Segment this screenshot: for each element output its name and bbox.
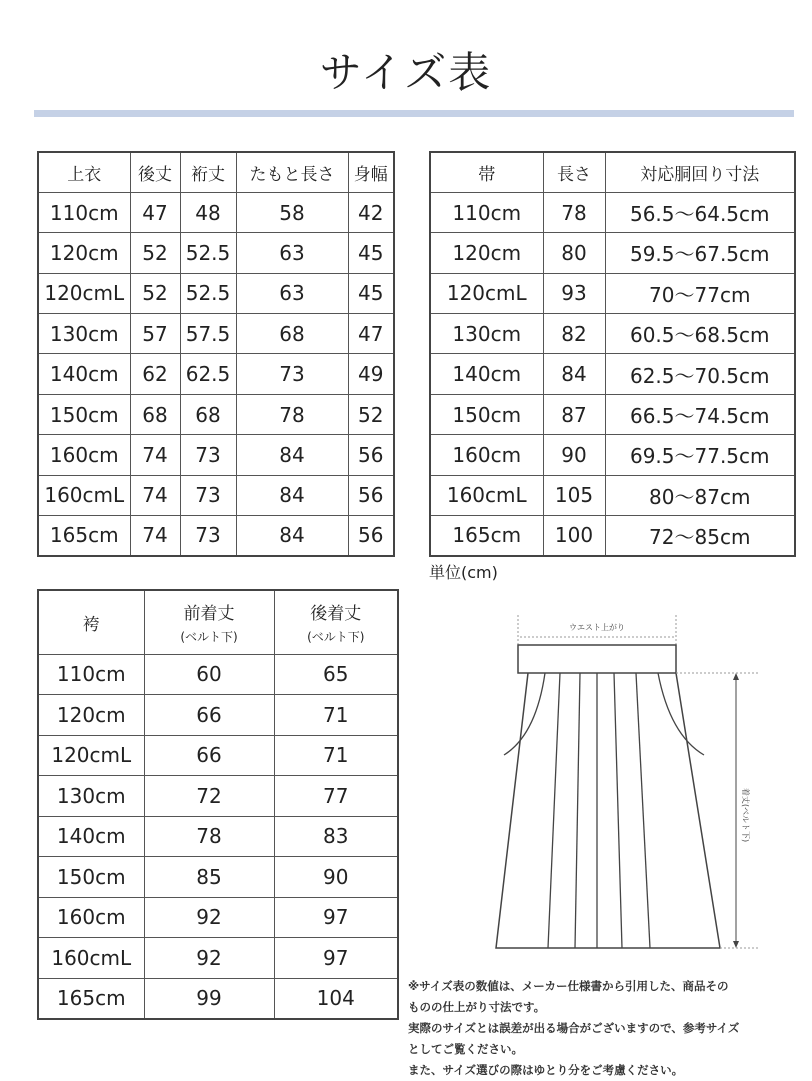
value-cell: 74	[130, 435, 180, 475]
value-cell: 84	[236, 435, 348, 475]
value-cell: 90	[274, 857, 398, 898]
size-cell: 140cm	[430, 354, 543, 394]
size-cell: 110cm	[430, 192, 543, 232]
value-cell: 57	[130, 314, 180, 354]
value-cell: 52.5	[180, 273, 236, 313]
table-row	[38, 192, 394, 232]
size-cell: 110cm	[38, 192, 130, 232]
note-line: 実際のサイズとは誤差が出る場合がございますので、参考サイズ	[408, 1021, 740, 1035]
size-cell: 165cm	[38, 978, 144, 1019]
table-row	[38, 978, 398, 1019]
value-cell: 84	[236, 475, 348, 515]
table-row	[38, 475, 394, 515]
value-cell: 97	[274, 897, 398, 938]
size-cell: 120cmL	[430, 273, 543, 313]
size-cell: 120cmL	[38, 273, 130, 313]
table-row	[38, 273, 394, 313]
value-cell: 74	[130, 475, 180, 515]
value-cell: 82	[543, 314, 605, 354]
note-line: としてご覧ください。	[408, 1042, 523, 1056]
size-cell: 150cm	[38, 394, 130, 434]
value-cell: 66	[144, 695, 274, 736]
table-row	[430, 516, 795, 556]
header-sublabel: (ベルト下)	[180, 630, 238, 645]
size-cell: 130cm	[38, 776, 144, 817]
value-cell: 52	[130, 233, 180, 273]
header-label: 袴	[82, 614, 100, 635]
value-cell: 73	[180, 516, 236, 556]
note-line: ※サイズ表の数値は、メーカー仕様書から引用した、商品その	[408, 979, 729, 993]
value-cell: 68	[180, 394, 236, 434]
size-cell: 120cm	[430, 233, 543, 273]
size-cell: 130cm	[38, 314, 130, 354]
header-label: 後着丈	[310, 604, 362, 625]
value-cell: 47	[130, 192, 180, 232]
value-cell: 80	[543, 233, 605, 273]
table-header-cell: 後丈	[130, 152, 180, 192]
table-header-cell	[274, 590, 398, 654]
value-cell: 60	[144, 654, 274, 695]
value-cell: 63	[236, 273, 348, 313]
table-header-cell: たもと長さ	[236, 152, 348, 192]
size-cell: 130cm	[430, 314, 543, 354]
table-row	[430, 435, 795, 475]
value-cell: 56	[348, 435, 394, 475]
table-row	[38, 816, 398, 857]
table-row	[430, 314, 795, 354]
table-row	[430, 192, 795, 232]
waist-label: ウエスト上がり	[569, 623, 625, 632]
hakama-size-table	[37, 589, 399, 1020]
size-cell: 160cm	[38, 435, 130, 475]
value-cell: 45	[348, 273, 394, 313]
value-cell: 100	[543, 516, 605, 556]
table-row	[38, 233, 394, 273]
title-underline	[34, 110, 794, 117]
value-cell: 62.5～70.5cm	[605, 354, 795, 394]
hakama-outline	[496, 673, 720, 948]
value-cell: 69.5～77.5cm	[605, 435, 795, 475]
value-cell: 45	[348, 233, 394, 273]
value-cell: 73	[236, 354, 348, 394]
value-cell: 52	[130, 273, 180, 313]
value-cell: 84	[236, 516, 348, 556]
table-row	[38, 897, 398, 938]
value-cell: 77	[274, 776, 398, 817]
value-cell: 83	[274, 816, 398, 857]
value-cell: 56.5～64.5cm	[605, 192, 795, 232]
value-cell: 56	[348, 475, 394, 515]
value-cell: 58	[236, 192, 348, 232]
table-row	[38, 776, 398, 817]
size-cell: 140cm	[38, 816, 144, 857]
value-cell: 71	[274, 695, 398, 736]
value-cell: 73	[180, 435, 236, 475]
obi-size-table	[429, 151, 796, 557]
value-cell: 70～77cm	[605, 273, 795, 313]
page-title: サイズ表	[319, 48, 493, 97]
table-row	[38, 516, 394, 556]
size-cell: 110cm	[38, 654, 144, 695]
value-cell: 66.5～74.5cm	[605, 394, 795, 434]
value-cell: 49	[348, 354, 394, 394]
value-cell: 59.5～67.5cm	[605, 233, 795, 273]
value-cell: 92	[144, 938, 274, 979]
header-label: 前着丈	[183, 604, 235, 625]
size-cell: 120cmL	[38, 735, 144, 776]
value-cell: 68	[236, 314, 348, 354]
size-cell: 160cm	[38, 897, 144, 938]
table-row	[38, 735, 398, 776]
value-cell: 71	[274, 735, 398, 776]
size-cell: 140cm	[38, 354, 130, 394]
note-line: また、サイズ選びの際はゆとり分をご考慮ください。	[408, 1063, 684, 1077]
value-cell: 63	[236, 233, 348, 273]
value-cell: 73	[180, 475, 236, 515]
notes	[408, 976, 808, 1081]
size-cell: 165cm	[430, 516, 543, 556]
jacket-size-table	[37, 151, 395, 557]
value-cell: 92	[144, 897, 274, 938]
size-cell: 150cm	[38, 857, 144, 898]
table-header-row	[38, 152, 394, 192]
table-header-cell: 長さ	[543, 152, 605, 192]
size-cell: 120cm	[38, 233, 130, 273]
table-header-cell: 対応胴回り寸法	[605, 152, 795, 192]
table-row	[38, 654, 398, 695]
table-row	[430, 394, 795, 434]
table-row	[430, 233, 795, 273]
table-row	[38, 695, 398, 736]
value-cell: 78	[543, 192, 605, 232]
header-sublabel: (ベルト下)	[307, 630, 365, 645]
value-cell: 72	[144, 776, 274, 817]
value-cell: 84	[543, 354, 605, 394]
value-cell: 104	[274, 978, 398, 1019]
table-header-cell: 帯	[430, 152, 543, 192]
value-cell: 60.5～68.5cm	[605, 314, 795, 354]
table-row	[38, 354, 394, 394]
unit-note: 単位(cm)	[429, 563, 498, 582]
table-row	[38, 435, 394, 475]
size-cell: 160cm	[430, 435, 543, 475]
value-cell: 80～87cm	[605, 475, 795, 515]
value-cell: 62.5	[180, 354, 236, 394]
value-cell: 97	[274, 938, 398, 979]
table-header-cell: 裄丈	[180, 152, 236, 192]
table-header-row	[38, 590, 398, 654]
value-cell: 72～85cm	[605, 516, 795, 556]
table-row	[430, 354, 795, 394]
value-cell: 57.5	[180, 314, 236, 354]
table-row	[430, 273, 795, 313]
value-cell: 78	[144, 816, 274, 857]
value-cell: 48	[180, 192, 236, 232]
table-row	[430, 475, 795, 515]
size-cell: 160cmL	[430, 475, 543, 515]
table-header-cell: 身幅	[348, 152, 394, 192]
table-header-cell: 上衣	[38, 152, 130, 192]
value-cell: 85	[144, 857, 274, 898]
value-cell: 87	[543, 394, 605, 434]
value-cell: 52.5	[180, 233, 236, 273]
value-cell: 66	[144, 735, 274, 776]
table-row	[38, 394, 394, 434]
hakama-diagram	[490, 605, 770, 955]
table-row	[38, 938, 398, 979]
table-header-cell	[38, 590, 144, 654]
value-cell: 52	[348, 394, 394, 434]
value-cell: 93	[543, 273, 605, 313]
value-cell: 99	[144, 978, 274, 1019]
value-cell: 74	[130, 516, 180, 556]
value-cell: 105	[543, 475, 605, 515]
size-cell: 150cm	[430, 394, 543, 434]
table-row	[38, 314, 394, 354]
value-cell: 90	[543, 435, 605, 475]
size-cell: 120cm	[38, 695, 144, 736]
value-cell: 42	[348, 192, 394, 232]
table-header-cell	[144, 590, 274, 654]
value-cell: 68	[130, 394, 180, 434]
value-cell: 65	[274, 654, 398, 695]
size-cell: 165cm	[38, 516, 130, 556]
size-cell: 160cmL	[38, 938, 144, 979]
value-cell: 78	[236, 394, 348, 434]
value-cell: 47	[348, 314, 394, 354]
value-cell: 56	[348, 516, 394, 556]
waistband	[518, 645, 676, 673]
note-line: ものの仕上がり寸法です。	[408, 1000, 546, 1014]
table-row	[38, 857, 398, 898]
length-label: 着丈(ベルト下)	[741, 787, 750, 843]
size-cell: 160cmL	[38, 475, 130, 515]
table-header-row	[430, 152, 795, 192]
value-cell: 62	[130, 354, 180, 394]
